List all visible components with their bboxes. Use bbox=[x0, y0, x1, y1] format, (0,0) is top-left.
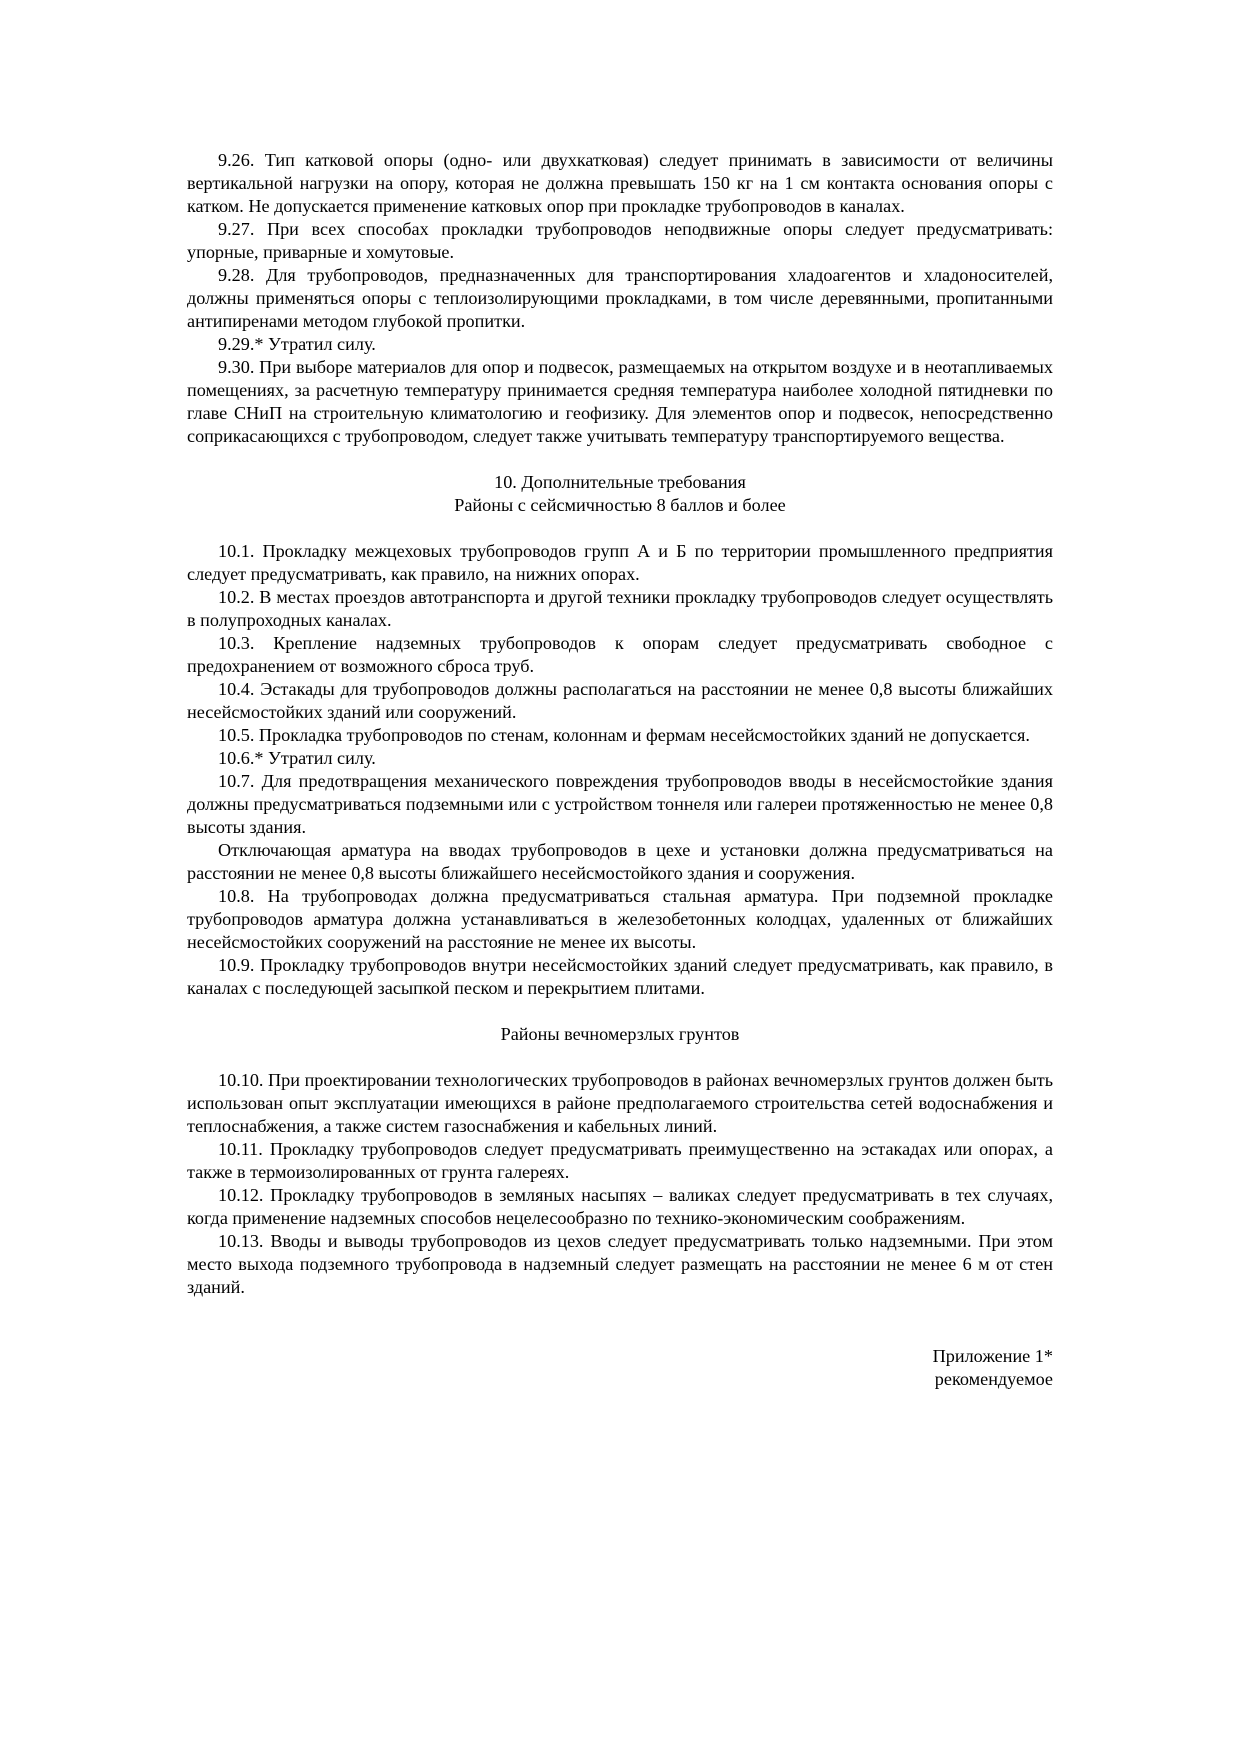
paragraph-9-30: 9.30. При выборе материалов для опор и подвесок, размещаемых на открытом воздухе и в неотапливаемых помещениях, за расчетную температуру принимается средняя температура наиболее холодной пятидневки по главе СНиП на строительную климатологию и геофизику. Для элементов опор и подвесок, непосредственно соприкасающихся с трубопроводом, следует также учитывать температуру транспортируемого вещества. bbox=[187, 357, 1053, 446]
subsection-seismic-title: Районы с сейсмичностью 8 баллов и более bbox=[454, 495, 786, 515]
paragraph-9-29: 9.29.* Утратил силу. bbox=[218, 334, 376, 354]
paragraph-9-28: 9.28. Для трубопроводов, предназначенных для транспортирования хладоагентов и хладоносителей, должны применяться опоры с теплоизолирующими прокладками, в том числе деревянными, пропитанными антипиренами методом глубокой пропитки. bbox=[187, 265, 1053, 331]
paragraph-9-26: 9.26. Тип катковой опоры (одно- или двухкатковая) следует принимать в зависимости от величины вертикальной нагрузки на опору, которая не должна превышать 150 кг на 1 см контакта основания опоры с катком. Не допускается применение катковых опор при прокладке трубопроводов в каналах. bbox=[187, 150, 1053, 216]
paragraph-10-2: 10.2. В местах проездов автотранспорта и другой техники прокладку трубопроводов следует осуществлять в полупроходных каналах. bbox=[187, 587, 1053, 630]
paragraph-10-3: 10.3. Крепление надземных трубопроводов к опорам следует предусматривать свободное с предохранением от возможного сброса труб. bbox=[187, 633, 1053, 676]
spacer bbox=[187, 1299, 1053, 1345]
paragraph-10-7-cont: Отключающая арматура на вводах трубопроводов в цехе и установки должна предусматриваться на расстоянии не менее 0,8 высоты ближайшего несейсмостойкого здания и сооружения. bbox=[187, 840, 1053, 883]
paragraph-10-6: 10.6.* Утратил силу. bbox=[218, 748, 376, 768]
paragraph-10-8: 10.8. На трубопроводах должна предусматриваться стальная арматура. При подземной прокладке трубопроводов арматура должна устанавливаться в железобетонных колодцах, удаленных от ближайших несейсмостойких сооружений на расстояние не менее их высоты. bbox=[187, 886, 1053, 952]
paragraph-10-7: 10.7. Для предотвращения механического повреждения трубопроводов вводы в несейсмостойкие здания должны предусматриваться подземными или с устройством тоннеля или галереи протяженностью не менее 0,8 высоты здания. bbox=[187, 771, 1053, 837]
section-10-title: 10. Дополнительные требования bbox=[494, 472, 746, 492]
spacer bbox=[187, 448, 1053, 471]
spacer bbox=[187, 1046, 1053, 1069]
paragraph-10-11: 10.11. Прокладку трубопроводов следует предусматривать преимущественно на эстакадах или опорах, а также в термоизолированных от грунта галереях. bbox=[187, 1139, 1053, 1182]
appendix-note: рекомендуемое bbox=[934, 1369, 1053, 1389]
section-10-permafrost-body bbox=[187, 1069, 1053, 1299]
paragraph-10-10: 10.10. При проектировании технологических трубопроводов в районах вечномерзлых грунтов должен быть использован опыт эксплуатации имеющихся в районе предполагаемого строительства сетей водоснабжения и теплоснабжения, а также систем газоснабжения и кабельных линий. bbox=[187, 1070, 1053, 1136]
document-page bbox=[187, 149, 1053, 1391]
appendix-label: Приложение 1* bbox=[932, 1346, 1053, 1366]
spacer bbox=[187, 1000, 1053, 1023]
paragraph-9-27: 9.27. При всех способах прокладки трубопроводов неподвижные опоры следует предусматривать: упорные, приварные и хомутовые. bbox=[187, 219, 1053, 262]
spacer bbox=[187, 517, 1053, 540]
paragraph-10-5: 10.5. Прокладка трубопроводов по стенам, колоннам и фермам несейсмостойких зданий не допускается. bbox=[218, 725, 1030, 745]
section-9-body bbox=[187, 149, 1053, 448]
paragraph-10-9: 10.9. Прокладку трубопроводов внутри несейсмостойких зданий следует предусматривать, как правило, в каналах с последующей засыпкой песком и перекрытием плитами. bbox=[187, 955, 1053, 998]
paragraph-10-4: 10.4. Эстакады для трубопроводов должны располагаться на расстоянии не менее 0,8 высоты ближайших несейсмостойких зданий или сооружений. bbox=[187, 679, 1053, 722]
subsection-permafrost-title: Районы вечномерзлых грунтов bbox=[500, 1024, 740, 1044]
paragraph-10-12: 10.12. Прокладку трубопроводов в земляных насыпях – валиках следует предусматривать в тех случаях, когда применение надземных способов нецелесообразно по технико-экономическим соображениям. bbox=[187, 1185, 1053, 1228]
paragraph-10-13: 10.13. Вводы и выводы трубопроводов из цехов следует предусматривать только надземными. При этом место выхода подземного трубопровода в надземный следует размещать на расстоянии не менее 6 м от стен зданий. bbox=[187, 1231, 1053, 1297]
section-10-seismic-body bbox=[187, 540, 1053, 1000]
paragraph-10-1: 10.1. Прокладку межцеховых трубопроводов групп А и Б по территории промышленного предприятия следует предусматривать, как правило, на нижних опорах. bbox=[187, 541, 1053, 584]
